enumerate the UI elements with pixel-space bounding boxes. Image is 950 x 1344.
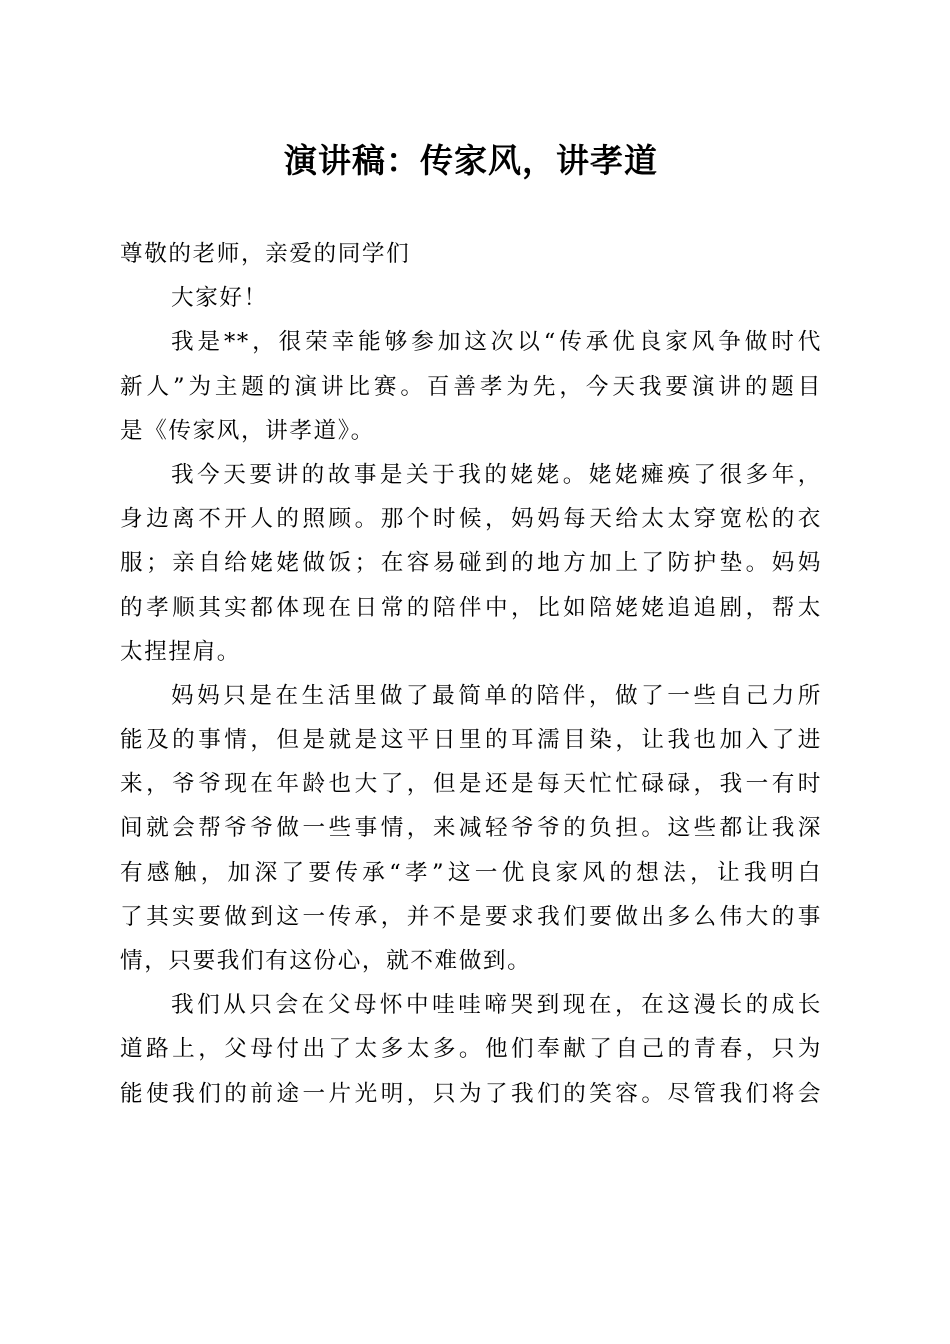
salutation-line: 尊敬的老师，亲爱的同学们 [120, 241, 411, 267]
paragraph-line: 我今天要讲的故事是关于我的姥姥。姥姥瘫痪了很多年， [171, 461, 822, 488]
paragraph-line: 妈妈只是在生活里做了最简单的陪伴，做了一些自己力所 [171, 682, 822, 709]
paragraph-line: 能使我们的前途一片光明，只为了我们的笑容。尽管我们将会 [120, 1080, 822, 1107]
paragraph-line: 能及的事情，但是就是这平日里的耳濡目染，让我也加入了进 [120, 727, 822, 754]
paragraph-line: 我是**，很荣幸能够参加这次以“传承优良家风争做时代 [171, 329, 822, 356]
speech-body [120, 232, 822, 1116]
paragraph-line: 情，只要我们有这份心，就不难做到。 [120, 948, 532, 974]
greeting-line: 大家好！ [171, 285, 268, 312]
paragraph-line: 是《传家风，讲孝道》。 [120, 417, 375, 444]
paragraph-line: 服；亲自给姥姥做饭；在容易碰到的地方加上了防护垫。妈妈 [120, 550, 822, 577]
paragraph-line: 了其实要做到这一传承，并不是要求我们要做出多么伟大的事 [120, 903, 822, 930]
paragraph-line: 我们从只会在父母怀中哇哇啼哭到现在，在这漫长的成长 [171, 992, 822, 1019]
paragraph-line: 道路上，父母付出了太多太多。他们奉献了自己的青春，只为 [120, 1036, 822, 1063]
paragraph-line: 的孝顺其实都体现在日常的陪伴中，比如陪姥姥追追剧，帮太 [120, 594, 822, 621]
paragraph-line: 间就会帮爷爷做一些事情，来减轻爷爷的负担。这些都让我深 [120, 815, 822, 842]
paragraph-line: 有感触，加深了要传承“孝”这一优良家风的想法，让我明白 [120, 859, 822, 886]
paragraph-line: 太捏捏肩。 [120, 638, 241, 665]
paragraph-line: 新人”为主题的演讲比赛。百善孝为先，今天我要演讲的题目 [120, 373, 822, 400]
paragraph-line: 身边离不开人的照顾。那个时候，妈妈每天给太太穿宽松的衣 [120, 506, 822, 533]
page-title: 演讲稿：传家风，讲孝道 [284, 141, 658, 180]
paragraph-line: 来，爷爷现在年龄也大了，但是还是每天忙忙碌碌，我一有时 [120, 771, 822, 798]
